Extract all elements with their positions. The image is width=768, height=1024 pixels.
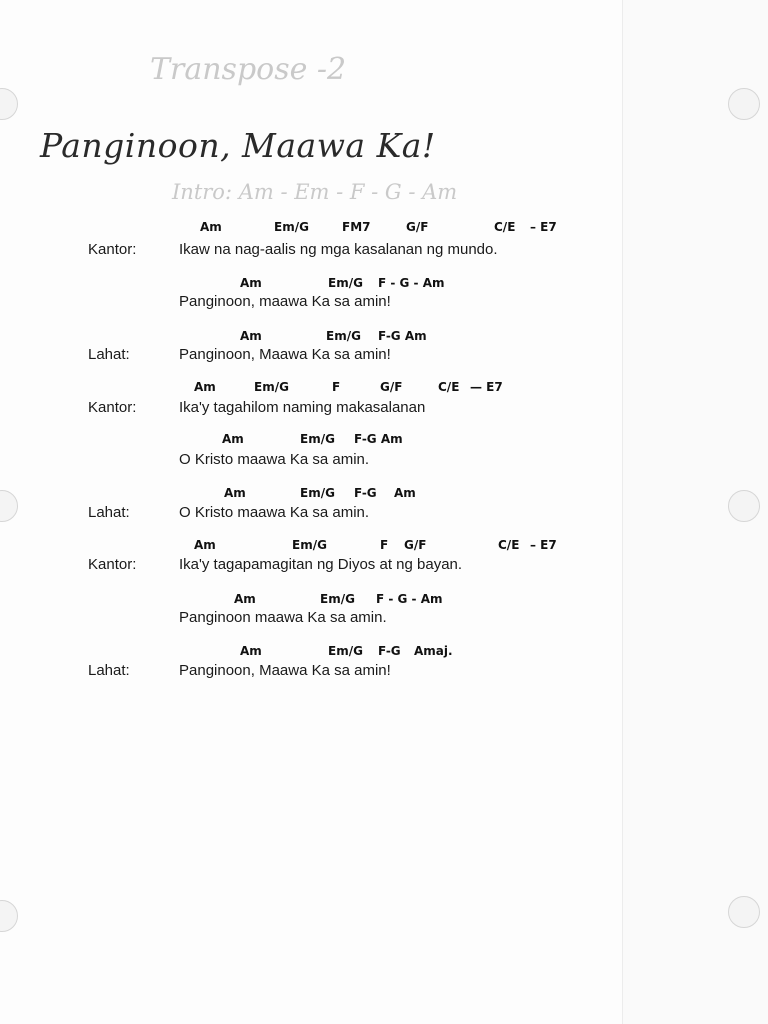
lyric-line: Ika'y tagahilom naming makasalanan: [179, 399, 426, 416]
binder-hole: [0, 88, 18, 120]
chord: Am: [240, 276, 262, 290]
lyric-line: Ika'y tagapamagitan ng Diyos at ng bayan.: [179, 556, 463, 573]
chord: F-G: [378, 644, 401, 658]
chord-line: [0, 220, 620, 238]
lyric-line: Panginoon, Maawa Ka sa amin!: [179, 662, 391, 679]
chord-line: [0, 538, 620, 556]
chord: G/F: [406, 220, 429, 234]
chord: Em/G: [326, 329, 361, 343]
binder-hole: [728, 896, 760, 928]
lyric-line: Panginoon, Maawa Ka sa amin!: [179, 346, 391, 363]
chord: G/F: [404, 538, 427, 552]
binder-hole: [0, 900, 18, 932]
song-title: Panginoon, Maawa Ka!: [40, 126, 436, 165]
chord: Em/G: [328, 276, 363, 290]
chord: Em/G: [300, 486, 335, 500]
chord-line: [0, 380, 620, 398]
chord: – E7: [530, 220, 557, 234]
lyric-line: O Kristo maawa Ka sa amin.: [179, 451, 370, 468]
chord: F-G Am: [354, 432, 403, 446]
chord: Am: [240, 329, 262, 343]
chord: Em/G: [320, 592, 355, 606]
speaker-label: Kantor:: [88, 399, 137, 416]
chord: Em/G: [292, 538, 327, 552]
chord: F: [332, 380, 341, 394]
intro-note: Intro: Am - Em - F - G - Am: [172, 180, 458, 204]
speaker-label: Lahat:: [88, 662, 130, 679]
chord: Am: [394, 486, 416, 500]
chord: – E7: [530, 538, 557, 552]
chord: F: [380, 538, 389, 552]
chord: F - G - Am: [378, 276, 445, 290]
lyric-line: O Kristo maawa Ka sa amin.: [179, 504, 370, 521]
chord-line: [0, 276, 620, 294]
speaker-label: Lahat:: [88, 504, 130, 521]
binder-hole: [728, 490, 760, 522]
chord: Am: [194, 538, 216, 552]
chord: C/E: [498, 538, 520, 552]
chord: F-G: [354, 486, 377, 500]
chord: — E7: [470, 380, 503, 394]
chord-line: [0, 644, 620, 662]
lyric-line: Ikaw na nag-aalis ng mga kasalanan ng mundo.: [179, 241, 498, 258]
chord: Am: [194, 380, 216, 394]
chord: FM7: [342, 220, 371, 234]
speaker-label: Kantor:: [88, 241, 137, 258]
chord: G/F: [380, 380, 403, 394]
chord: Em/G: [328, 644, 363, 658]
chord-line: [0, 432, 620, 450]
speaker-label: Kantor:: [88, 556, 137, 573]
chord: Amaj.: [414, 644, 453, 658]
binder-hole: [728, 88, 760, 120]
chord: C/E: [438, 380, 460, 394]
chord-line: [0, 329, 620, 347]
chord: Em/G: [254, 380, 289, 394]
lyric-line: Panginoon maawa Ka sa amin.: [179, 609, 387, 626]
chord: Am: [222, 432, 244, 446]
chord-line: [0, 592, 620, 610]
chord: Am: [234, 592, 256, 606]
chord: Am: [224, 486, 246, 500]
chord: Am: [240, 644, 262, 658]
chord: Em/G: [274, 220, 309, 234]
chord: Em/G: [300, 432, 335, 446]
speaker-label: Lahat:: [88, 346, 130, 363]
chord: Am: [200, 220, 222, 234]
lyric-line: Panginoon, maawa Ka sa amin!: [179, 293, 391, 310]
chord: F - G - Am: [376, 592, 443, 606]
chord: C/E: [494, 220, 516, 234]
chord-line: [0, 486, 620, 504]
transpose-note: Transpose -2: [150, 52, 347, 87]
chord: F-G Am: [378, 329, 427, 343]
